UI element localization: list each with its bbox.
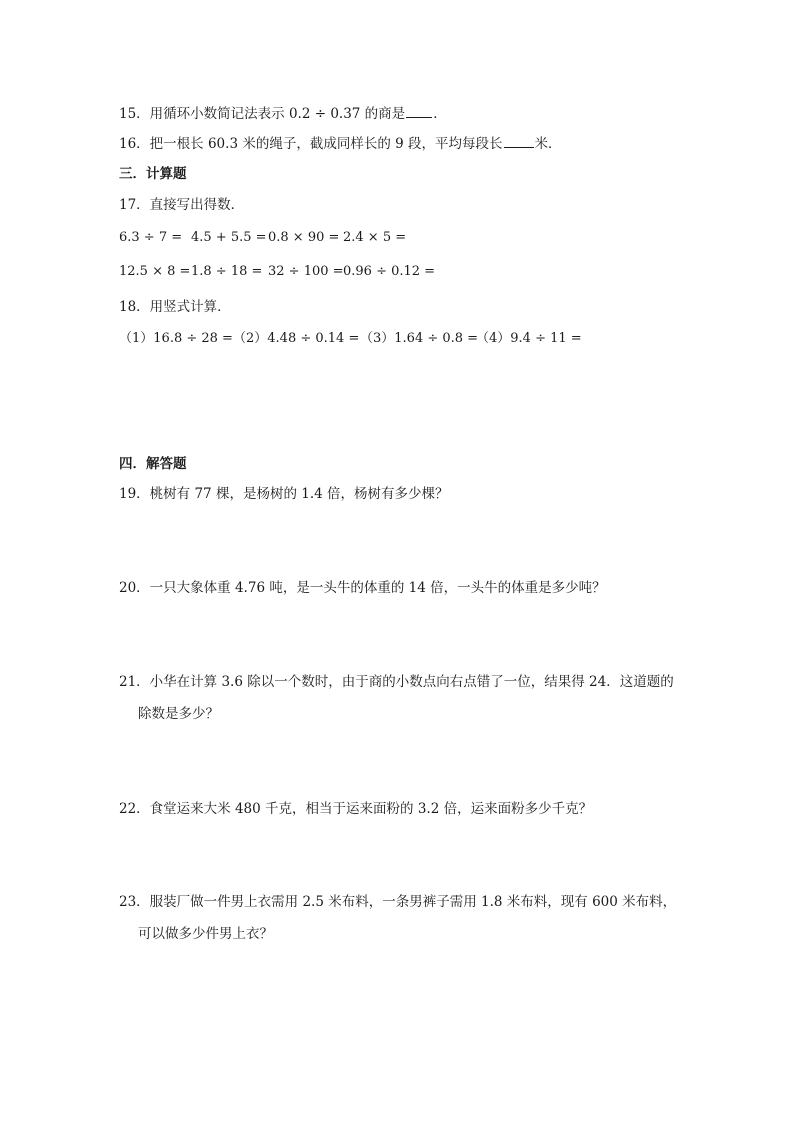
question-17-title: 17．直接写出得数． (119, 197, 245, 213)
q18-item: （4）9.4 ÷ 11 = (476, 331, 582, 346)
q17-expr: 32 ÷ 100 = (268, 264, 344, 279)
section-heading-calculation: 三．计算题 (119, 166, 187, 182)
question-23-line-2: 可以做多少件男上衣？ (138, 926, 273, 942)
question-15-text: 15．用循环小数简记法表示 0.2 ÷ 0.37 的商是 (119, 106, 406, 122)
question-16-end: 米． (534, 136, 562, 152)
question-16-text: 16．把一根长 60.3 米的绳子，截成同样长的 9 段，平均每段长 (119, 136, 503, 152)
question-21-line-1: 21．小华在计算 3.6 除以一个数时，由于商的小数点向右点错了一位，结果得 24．这道题的 (119, 674, 674, 690)
question-22: 22．食堂运来大米 480 千克，相当于运来面粉的 3.2 倍，运来面粉多少千克？ (119, 801, 593, 817)
answer-blank[interactable] (504, 134, 534, 148)
q18-item: （3）1.64 ÷ 0.8 = (360, 331, 479, 346)
q17-expr: 6.3 ÷ 7 = (119, 230, 183, 245)
q17-expr: 1.8 ÷ 18 = (191, 264, 263, 279)
q17-expr: 0.96 ÷ 0.12 = (343, 264, 436, 279)
question-19: 19．桃树有 77 棵，是杨树的 1.4 倍，杨树有多少棵？ (119, 486, 449, 502)
question-18-title: 18．用竖式计算． (119, 299, 231, 315)
question-20: 20．一只大象体重 4.76 吨，是一头牛的体重的 14 倍，一头牛的体重是多少吨？ (119, 580, 606, 596)
question-23-line-1: 23．服装厂做一件男上衣需用 2.5 米布料，一条男裤子需用 1.8 米布料，现有 600 米布料， (119, 894, 677, 910)
answer-blank[interactable] (406, 104, 432, 118)
q18-item: （1）16.8 ÷ 28 = (119, 331, 233, 346)
q17-expr: 12.5 × 8 = (119, 264, 191, 279)
q17-expr: 2.4 × 5 = (343, 230, 407, 245)
question-15-end: ． (433, 106, 447, 122)
q17-expr: 4.5 + 5.5 = (191, 230, 267, 245)
question-15 (119, 104, 447, 123)
question-16 (119, 134, 562, 153)
q17-expr: 0.8 × 90 = (268, 230, 340, 245)
q18-item: （2）4.48 ÷ 0.14 = (233, 331, 360, 346)
question-21-line-2: 除数是多少？ (138, 706, 219, 722)
section-heading-word-problems: 四．解答题 (119, 456, 187, 472)
